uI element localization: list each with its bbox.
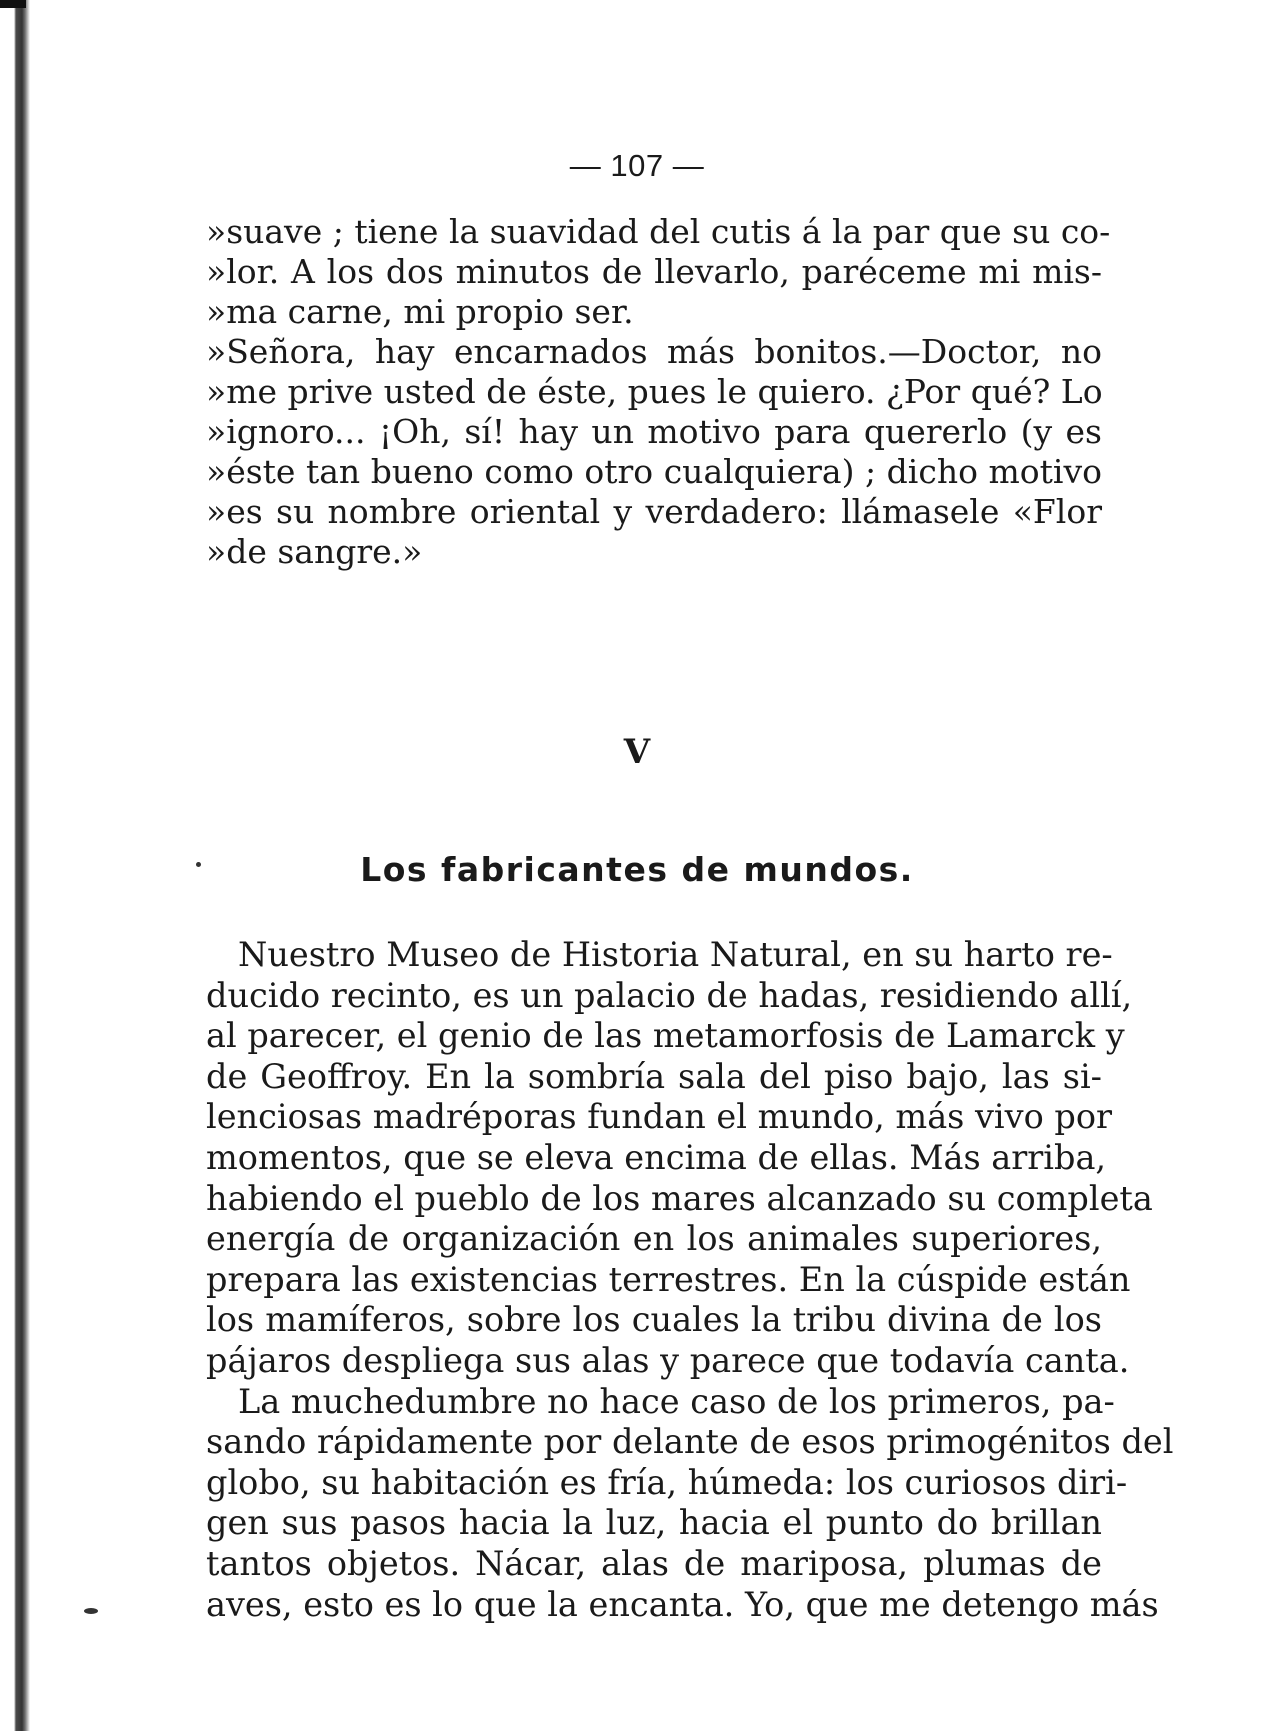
- text-line: »ma carne, mi propio ser.: [206, 292, 634, 331]
- text-line: habiendo el pueblo de los mares alcanzado su completa: [206, 1178, 1153, 1218]
- text-line: tantos objetos. Nácar, alas de mariposa, plumas de: [206, 1543, 1102, 1583]
- text-line: »suave ; tiene la suavidad del cutis á la par que su co-: [206, 212, 1111, 251]
- body-passage: [206, 935, 1174, 1625]
- text-line: de Geoffroy. En la sombría sala del piso bajo, las si-: [206, 1056, 1102, 1096]
- text-line: energía de organización en los animales superiores,: [206, 1219, 1102, 1259]
- text-line: los mamíferos, sobre los cuales la tribu divina de los: [206, 1300, 1102, 1340]
- text-line: »me prive usted de éste, pues le quiero. ¿Por qué? Lo: [206, 372, 1103, 411]
- text-line: »éste tan bueno como otro cualquiera) ; dicho motivo: [206, 452, 1102, 491]
- text-line: »de sangre.»: [206, 532, 423, 571]
- spine-corner-mark: [0, 0, 26, 8]
- page-number: — 107 —: [569, 148, 705, 183]
- text-line: lenciosas madréporas fundan el mundo, más vivo por: [206, 1097, 1113, 1137]
- chapter-title: Los fabricantes de mundos.: [360, 850, 914, 889]
- text-line: al parecer, el genio de las metamorfosis de Lamarck y: [206, 1016, 1125, 1056]
- text-line: aves, esto es lo que la encanta. Yo, que me detengo más: [206, 1584, 1159, 1624]
- text-line: »ignoro... ¡Oh, sí! hay un motivo para quererlo (y es: [206, 412, 1102, 451]
- text-line: momentos, que se eleva encima de ellas. Más arriba,: [206, 1137, 1107, 1177]
- text-line: Nuestro Museo de Historia Natural, en su harto re-: [238, 935, 1113, 974]
- chapter-number: V: [623, 732, 651, 772]
- text-line: La muchedumbre no hace caso de los primeros, pa-: [238, 1381, 1115, 1421]
- text-line: »Señora, hay encarnados más bonitos.—Doctor, no: [206, 332, 1102, 371]
- text-line: »lor. A los dos minutos de llevarlo, paréceme mi mis-: [206, 252, 1102, 291]
- scan-speck: [84, 1608, 98, 1614]
- text-line: gen sus pasos hacia la luz, hacia el punto do brillan: [206, 1503, 1102, 1543]
- text-line: sando rápidamente por delante de esos primogénitos del: [206, 1422, 1174, 1462]
- text-line: pájaros despliega sus alas y parece que todavía canta.: [206, 1340, 1130, 1380]
- top-passage: [206, 212, 1111, 572]
- text-line: ducido recinto, es un palacio de hadas, residiendo allí,: [206, 975, 1133, 1015]
- text-line: »es su nombre oriental y verdadero: llámasele «Flor: [206, 492, 1102, 531]
- text-line: prepara las existencias terrestres. En la cúspide están: [206, 1259, 1131, 1299]
- text-line: globo, su habitación es fría, húmeda: los curiosos diri-: [206, 1462, 1128, 1502]
